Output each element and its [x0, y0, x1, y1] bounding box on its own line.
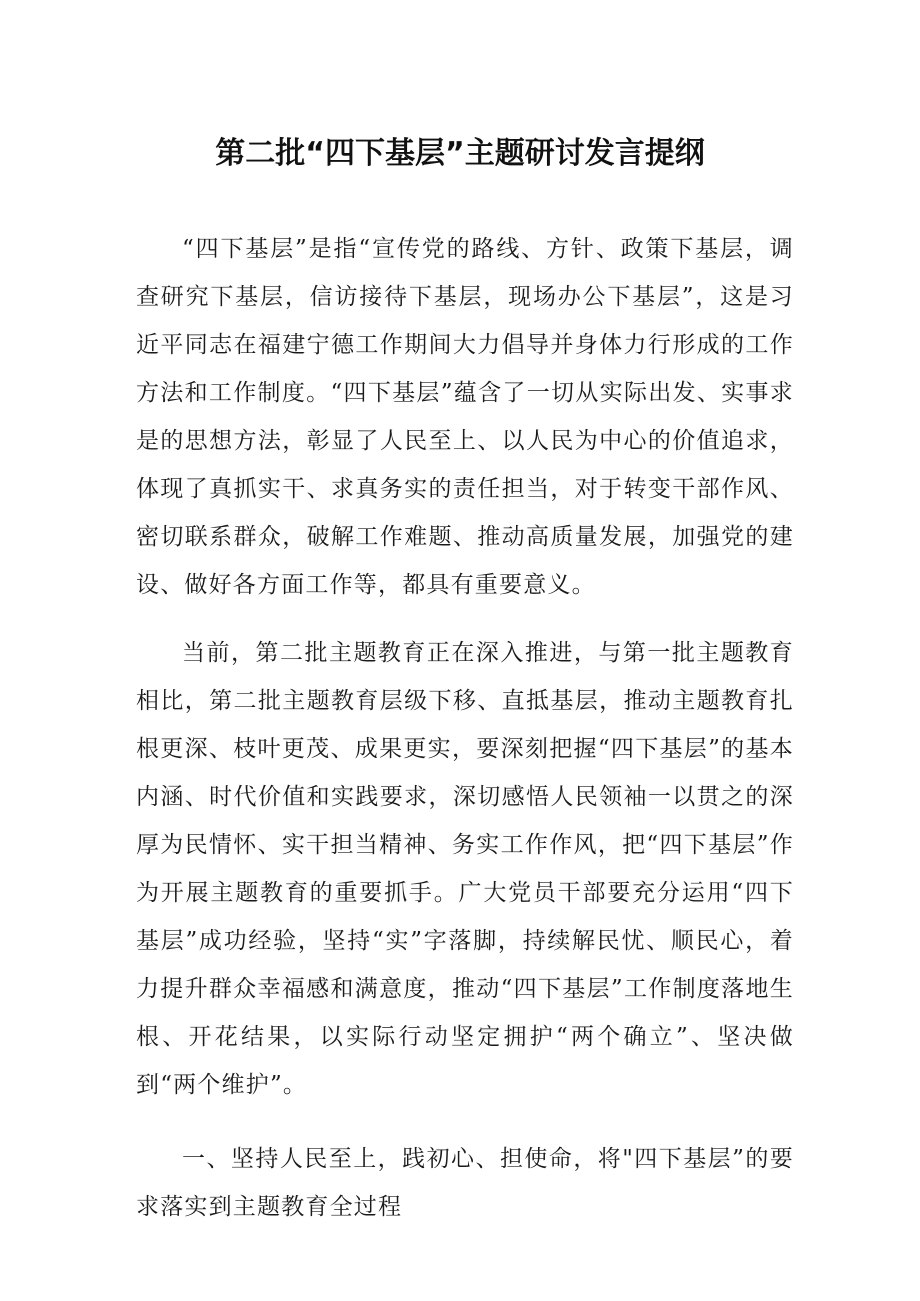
document-title: 第二批“四下基层”主题研讨发言提纲: [215, 136, 705, 171]
paragraph-2: 当前，第二批主题教育正在深入推进，与第一批主题教育相比，第二批主题教育层级下移、直抵基层，推动主题教育扎根更深、枝叶更茂、成果更实，要深刻把握“四下基层”的基本内涵、时代价值和实践要求，深切感悟人民领袖一以贯之的深厚为民情怀、实干担当精神、务实工作作风，把“四下基层”作为开展主题教育的重要抓手。广大党员干部要充分运用“四下基层”成功经验，坚持“实”字落脚，持续解民忧、顺民心，着力提升群众幸福感和满意度，推动“四下基层”工作制度落地生根、开花结果，以实际行动坚定拥护“两个确立”、坚决做到“两个维护”。: [136, 640, 794, 1098]
paragraph-1: “四下基层”是指“宣传党的路线、方针、政策下基层，调查研究下基层，信访接待下基层，现场办公下基层”，这是习近平同志在福建宁德工作期间大力倡导并身体力行形成的工作方法和工作制度。“四下基层”蕴含了一切从实际出发、实事求是的思想方法，彰显了人民至上、以人民为中心的价值追求，体现了真抓实干、求真务实的责任担当，对于转变干部作风、密切联系群众，破解工作难题、推动高质量发展，加强党的建设、做好各方面工作等，都具有重要意义。: [136, 236, 794, 598]
document-body: [136, 225, 794, 1231]
section-heading: 一、坚持人民至上，践初心、担使命，将"四下基层”的要求落实到主题教育全过程: [136, 1146, 794, 1220]
